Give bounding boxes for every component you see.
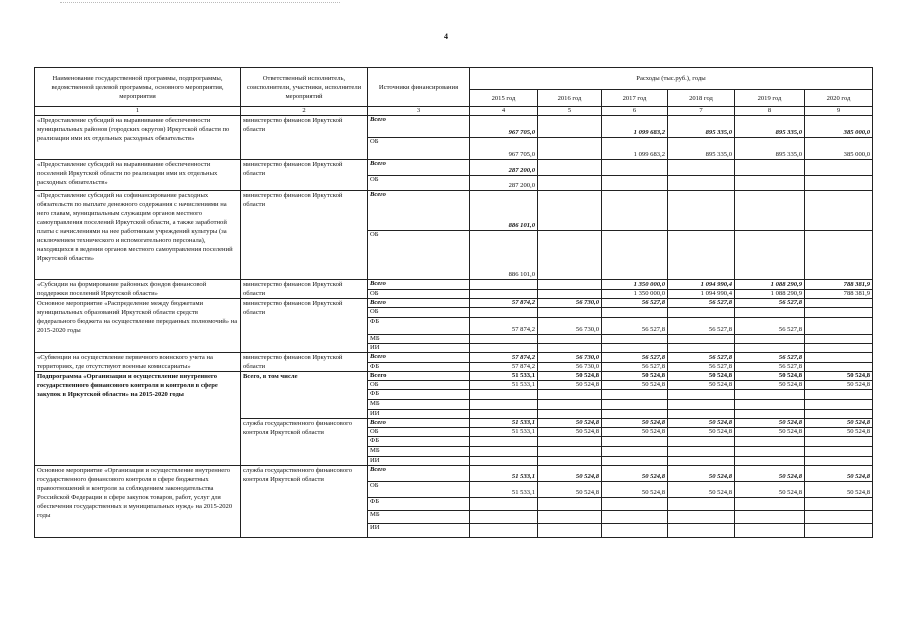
expense-value: 56 527,8: [602, 353, 668, 363]
expense-value: 385 000,0: [805, 138, 873, 160]
expense-value: [668, 410, 735, 419]
header-name: Наименование государственной программы, подпрограммы, ведомственной целевой программы, основного мероприятия, мероприятия: [35, 68, 241, 107]
expense-value: [470, 498, 538, 511]
expense-value: [805, 353, 873, 363]
expense-value: [735, 524, 805, 538]
expense-value: 50 524,8: [735, 419, 805, 428]
item-executor: министерство финансов Иркутской области: [241, 160, 368, 191]
expense-value: [602, 160, 668, 176]
item-name: «Субсидии на формирование районных фондов финансовой поддержки поселений Иркутской области»: [35, 280, 241, 299]
expense-value: 50 524,8: [538, 428, 602, 437]
expense-value: [470, 344, 538, 353]
expense-value: [735, 457, 805, 466]
expense-value: 57 874,2: [470, 318, 538, 335]
expense-value: 56 527,8: [735, 362, 805, 372]
expense-value: 50 524,8: [735, 381, 805, 390]
expense-value: 50 524,8: [668, 372, 735, 381]
expense-value: [602, 390, 668, 400]
expense-value: [470, 308, 538, 318]
expense-value: [538, 437, 602, 447]
expense-value: 50 524,8: [668, 428, 735, 437]
funding-source: Всего: [368, 191, 470, 231]
expense-value: [538, 176, 602, 191]
item-name: Подпрограмма «Организация и осуществление внутреннего государственного финансового контроля и контроля в сфере закупок в Иркутской области» на 2015-2020 годы: [35, 372, 241, 466]
expense-value: 56 527,8: [735, 318, 805, 335]
expense-value: [735, 231, 805, 280]
expense-value: [602, 191, 668, 231]
expense-value: [668, 176, 735, 191]
expense-value: [735, 400, 805, 410]
header-year: 2015 год: [470, 90, 538, 107]
item-executor: министерство финансов Иркутской области: [241, 299, 368, 353]
expense-value: [470, 410, 538, 419]
expense-value: [470, 335, 538, 344]
expense-value: [602, 400, 668, 410]
header-year: 2017 год: [602, 90, 668, 107]
expense-value: [668, 191, 735, 231]
expense-value: [602, 498, 668, 511]
expense-value: [602, 457, 668, 466]
funding-source: Всего: [368, 372, 470, 381]
item-name: «Предоставление субсидий на выравнивание обеспеченности муниципальных районов (городских округов) Иркутской области по реализации ими их отдельных расходных обязательств»: [35, 116, 241, 160]
table-body: [35, 116, 873, 538]
expense-value: [805, 308, 873, 318]
expense-value: [470, 289, 538, 299]
expense-value: 50 524,8: [538, 419, 602, 428]
expense-value: 50 524,8: [602, 482, 668, 498]
expense-value: [735, 308, 805, 318]
expense-value: 788 381,9: [805, 289, 873, 299]
header-source: Источники финансирования: [368, 68, 470, 107]
expense-value: [538, 498, 602, 511]
expense-value: [668, 498, 735, 511]
expense-value: 56 527,8: [602, 299, 668, 308]
item-executor: служба государственного финансового контроля Иркутской области: [241, 466, 368, 538]
item-executor: министерство финансов Иркутской области: [241, 191, 368, 280]
expense-value: 895 335,0: [735, 138, 805, 160]
expense-value: [668, 447, 735, 457]
expense-value: [602, 344, 668, 353]
item-name: «Субвенции на осуществление первичного воинского учета на территориях, где отсутствуют военные комиссариаты»: [35, 353, 241, 372]
expense-value: [668, 335, 735, 344]
funding-source: Всего: [368, 280, 470, 290]
expense-value: [538, 447, 602, 457]
expense-value: 56 730,0: [538, 299, 602, 308]
expense-value: [538, 160, 602, 176]
expense-value: [538, 289, 602, 299]
column-number: 7: [668, 107, 735, 116]
expense-value: 50 524,8: [735, 428, 805, 437]
header-year: 2016 год: [538, 90, 602, 107]
expense-value: [735, 335, 805, 344]
expense-value: 1 099 683,2: [602, 138, 668, 160]
funding-source: ОБ: [368, 231, 470, 280]
expense-value: 895 335,0: [735, 116, 805, 138]
expense-value: [805, 362, 873, 372]
scan-artifact: [60, 2, 340, 7]
budget-table: [34, 67, 873, 538]
table-row: [35, 280, 873, 290]
expense-value: 56 527,8: [668, 362, 735, 372]
expense-value: 56 527,8: [668, 318, 735, 335]
funding-source: ИИ: [368, 410, 470, 419]
header-executor: Ответственный исполнитель, соисполнители, участники, исполнители мероприятий: [241, 68, 368, 107]
funding-source: ИИ: [368, 457, 470, 466]
expense-value: 1 088 290,9: [735, 280, 805, 290]
funding-source: Всего: [368, 353, 470, 363]
expense-value: [538, 280, 602, 290]
funding-source: Всего: [368, 299, 470, 308]
expense-value: 50 524,8: [805, 381, 873, 390]
header-year: 2020 год: [805, 90, 873, 107]
expense-value: 1 099 683,2: [602, 116, 668, 138]
funding-source: МБ: [368, 335, 470, 344]
expense-value: 51 533,1: [470, 466, 538, 482]
funding-source: ОБ: [368, 381, 470, 390]
column-number: 3: [368, 107, 470, 116]
item-name: Основное мероприятие «Распределение между бюджетами муниципальных образований Иркутской области средств федерального бюджета на осуществление переданных полномочий» на 2015-2020 годы: [35, 299, 241, 353]
expense-value: [538, 524, 602, 538]
table-row: [35, 299, 873, 308]
table-row: [35, 353, 873, 363]
expense-value: 56 730,0: [538, 353, 602, 363]
expense-value: [668, 160, 735, 176]
expense-value: [538, 400, 602, 410]
expense-value: [805, 457, 873, 466]
expense-value: 51 533,1: [470, 381, 538, 390]
expense-value: [602, 410, 668, 419]
expense-value: [538, 308, 602, 318]
expense-value: [602, 308, 668, 318]
expense-value: [805, 231, 873, 280]
header-year: 2018 год: [668, 90, 735, 107]
funding-source: ОБ: [368, 482, 470, 498]
expense-value: [538, 138, 602, 160]
header-year: 2019 год: [735, 90, 805, 107]
expense-value: [805, 524, 873, 538]
item-executor: Всего, в том числе: [241, 372, 368, 419]
expense-value: [470, 457, 538, 466]
column-number: 2: [241, 107, 368, 116]
funding-source: Всего: [368, 419, 470, 428]
expense-value: 1 350 000,0: [602, 280, 668, 290]
item-name: Основное мероприятие «Организация и осуществление внутреннего государственного финансового контроля в сфере бюджетных правоотношений и контроля за соблюдением законодательства Российской Федерации в сфере закупок товаров, работ, услуг для обеспечения государственных и муниципальных нужд» на 2015-2020 годы: [35, 466, 241, 538]
funding-source: МБ: [368, 511, 470, 524]
expense-value: 50 524,8: [735, 482, 805, 498]
funding-source: ОБ: [368, 308, 470, 318]
expense-value: [805, 318, 873, 335]
expense-value: [470, 280, 538, 290]
funding-source: ФБ: [368, 318, 470, 335]
expense-value: [668, 390, 735, 400]
expense-value: [470, 511, 538, 524]
expense-value: [538, 191, 602, 231]
funding-source: ФБ: [368, 362, 470, 372]
funding-source: МБ: [368, 400, 470, 410]
expense-value: [668, 457, 735, 466]
table-row: [35, 372, 873, 381]
expense-value: [470, 447, 538, 457]
expense-value: 287 200,0: [470, 176, 538, 191]
funding-source: ОБ: [368, 289, 470, 299]
expense-value: 50 524,8: [602, 419, 668, 428]
expense-value: [805, 410, 873, 419]
expense-value: 287 200,0: [470, 160, 538, 176]
expense-value: 51 533,1: [470, 482, 538, 498]
expense-value: [538, 344, 602, 353]
expense-value: [538, 231, 602, 280]
expense-value: 1 094 990,4: [668, 289, 735, 299]
expense-value: 56 527,8: [602, 318, 668, 335]
expense-value: [538, 116, 602, 138]
expense-value: 56 527,8: [668, 299, 735, 308]
expense-value: [668, 308, 735, 318]
expense-value: 967 705,0: [470, 116, 538, 138]
expense-value: [735, 344, 805, 353]
expense-value: 385 000,0: [805, 116, 873, 138]
funding-source: МБ: [368, 447, 470, 457]
table-row: [35, 191, 873, 231]
expense-value: [470, 390, 538, 400]
expense-value: 50 524,8: [805, 466, 873, 482]
expense-value: [805, 191, 873, 231]
funding-source: ОБ: [368, 176, 470, 191]
table-row: [35, 160, 873, 176]
expense-value: [735, 390, 805, 400]
expense-value: 56 730,0: [538, 318, 602, 335]
expense-value: [668, 437, 735, 447]
expense-value: [538, 511, 602, 524]
expense-value: [735, 160, 805, 176]
expense-value: [668, 400, 735, 410]
expense-value: 50 524,8: [602, 372, 668, 381]
expense-value: 51 533,1: [470, 428, 538, 437]
expense-value: [805, 437, 873, 447]
expense-value: [805, 447, 873, 457]
funding-source: ФБ: [368, 498, 470, 511]
expense-value: 1 088 290,9: [735, 289, 805, 299]
expense-value: [668, 524, 735, 538]
expense-value: [538, 335, 602, 344]
column-number: 8: [735, 107, 805, 116]
expense-value: 895 335,0: [668, 116, 735, 138]
expense-value: 1 094 990,4: [668, 280, 735, 290]
funding-source: Всего: [368, 160, 470, 176]
expense-value: 50 524,8: [805, 428, 873, 437]
funding-source: ОБ: [368, 138, 470, 160]
expense-value: 50 524,8: [805, 482, 873, 498]
expense-value: 56 527,8: [735, 299, 805, 308]
expense-value: 56 730,0: [538, 362, 602, 372]
expense-value: 1 350 000,0: [602, 289, 668, 299]
expense-value: 967 705,0: [470, 138, 538, 160]
expense-value: 56 527,8: [735, 353, 805, 363]
expense-value: [668, 344, 735, 353]
expense-value: 51 533,1: [470, 372, 538, 381]
expense-value: [470, 400, 538, 410]
expense-value: 57 874,2: [470, 362, 538, 372]
expense-value: 50 524,8: [538, 466, 602, 482]
expense-value: [470, 437, 538, 447]
expense-value: [602, 447, 668, 457]
item-executor: министерство финансов Иркутской области: [241, 116, 368, 160]
funding-source: ФБ: [368, 390, 470, 400]
expense-value: [602, 231, 668, 280]
item-executor: министерство финансов Иркутской области: [241, 353, 368, 372]
expense-value: [735, 191, 805, 231]
column-number: 6: [602, 107, 668, 116]
funding-source: ОБ: [368, 428, 470, 437]
header-expenses: Расходы (тыс.руб.), годы: [470, 68, 873, 90]
expense-value: 50 524,8: [602, 428, 668, 437]
expense-value: 50 524,8: [668, 419, 735, 428]
expense-value: [735, 437, 805, 447]
expense-value: 50 524,8: [668, 381, 735, 390]
funding-source: Всего: [368, 116, 470, 138]
expense-value: [735, 176, 805, 191]
column-number: 4: [470, 107, 538, 116]
expense-value: 50 524,8: [735, 372, 805, 381]
expense-value: 50 524,8: [735, 466, 805, 482]
expense-value: [602, 524, 668, 538]
page-number: 4: [444, 32, 448, 41]
expense-value: [602, 437, 668, 447]
expense-value: 50 524,8: [668, 482, 735, 498]
expense-value: 50 524,8: [805, 419, 873, 428]
expense-value: [805, 390, 873, 400]
expense-value: [805, 299, 873, 308]
column-number: 1: [35, 107, 241, 116]
item-executor: служба государственного финансового контроля Иркутской области: [241, 419, 368, 466]
funding-source: ФБ: [368, 437, 470, 447]
expense-value: [805, 335, 873, 344]
expense-value: [668, 231, 735, 280]
expense-value: 57 874,2: [470, 299, 538, 308]
expense-value: 50 524,8: [602, 381, 668, 390]
expense-value: 50 524,8: [602, 466, 668, 482]
expense-value: [805, 511, 873, 524]
expense-value: [805, 344, 873, 353]
expense-value: [602, 335, 668, 344]
expense-value: 50 524,8: [538, 381, 602, 390]
expense-value: 886 101,0: [470, 191, 538, 231]
expense-value: [735, 498, 805, 511]
expense-value: [470, 524, 538, 538]
expense-value: 788 381,9: [805, 280, 873, 290]
expense-value: [735, 447, 805, 457]
funding-source: ИИ: [368, 344, 470, 353]
expense-value: [668, 511, 735, 524]
expense-value: 50 524,8: [538, 372, 602, 381]
expense-value: 50 524,8: [538, 482, 602, 498]
expense-value: [805, 176, 873, 191]
funding-source: ИИ: [368, 524, 470, 538]
funding-source: Всего: [368, 466, 470, 482]
expense-value: [735, 410, 805, 419]
expense-value: 56 527,8: [668, 353, 735, 363]
expense-value: [538, 390, 602, 400]
expense-value: 886 101,0: [470, 231, 538, 280]
expense-value: [538, 457, 602, 466]
column-number: 9: [805, 107, 873, 116]
expense-value: 895 335,0: [668, 138, 735, 160]
expense-value: [735, 511, 805, 524]
expense-value: [805, 498, 873, 511]
table-row: [35, 116, 873, 138]
expense-value: 51 533,1: [470, 419, 538, 428]
expense-value: 57 874,2: [470, 353, 538, 363]
expense-value: 56 527,8: [602, 362, 668, 372]
expense-value: [805, 160, 873, 176]
expense-value: [805, 400, 873, 410]
item-name: «Предоставление субсидий на выравнивание обеспеченности поселений Иркутской области по реализации ими их отдельных расходных обязательств»: [35, 160, 241, 191]
item-executor: министерство финансов Иркутской области: [241, 280, 368, 299]
expense-value: [602, 176, 668, 191]
column-number: 5: [538, 107, 602, 116]
table-row: [35, 466, 873, 482]
expense-value: [602, 511, 668, 524]
expense-value: 50 524,8: [668, 466, 735, 482]
expense-value: 50 524,8: [805, 372, 873, 381]
item-name: «Предоставление субсидий на софинансирование расходных обязательств по выплате денежного содержания с начислениями на него главам, муниципальным служащим органов местного самоуправления поселений Иркутской области, а также заработной платы с начислениями на нее работникам учреждений культуры (за исключением технического и вспомогательного персонала), находящихся в ведении органов местного самоуправления поселений Иркутской области»: [35, 191, 241, 280]
expense-value: [538, 410, 602, 419]
